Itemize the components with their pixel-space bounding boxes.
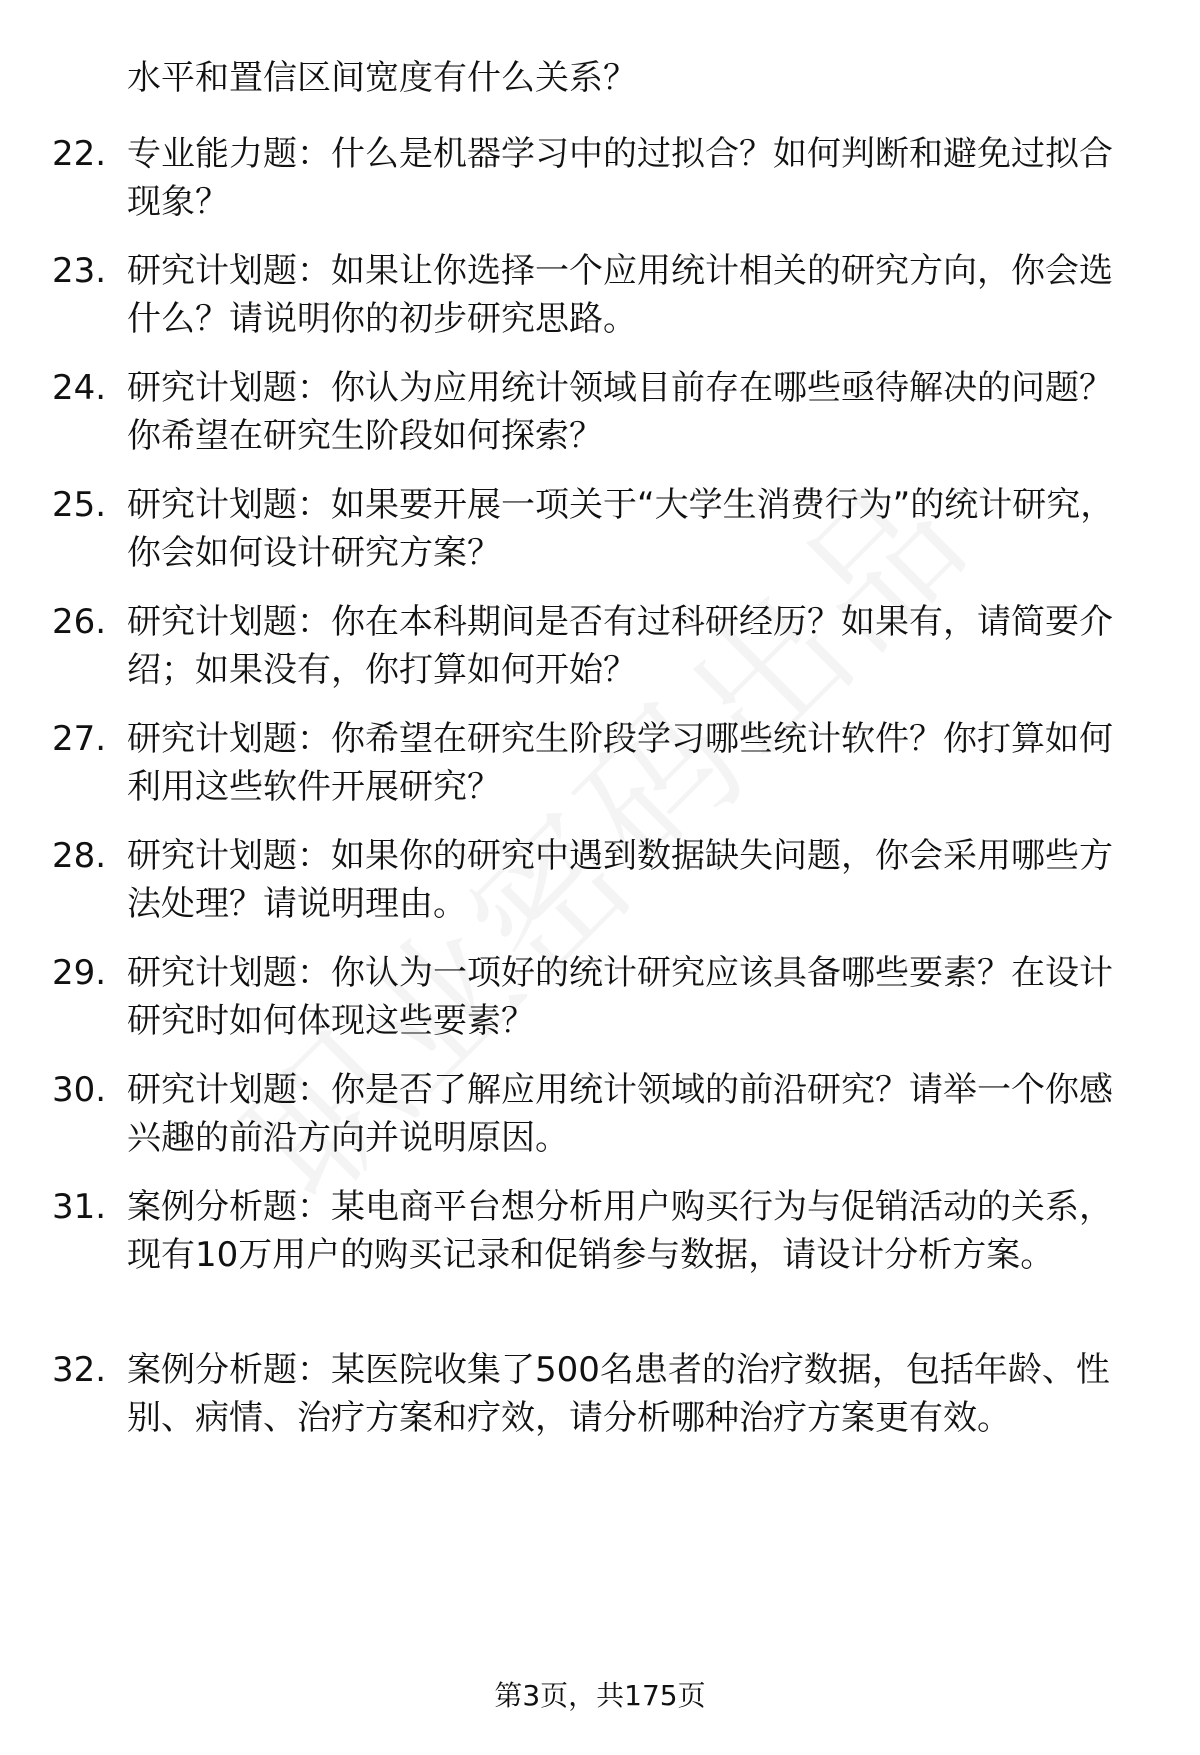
question-number: 26. [52, 602, 107, 642]
question-text: 研究计划题：你在本科期间是否有过科研经历？如果有，请简要介绍；如果没有，你打算如何开始？ [127, 602, 1113, 690]
question-item [52, 130, 1142, 226]
question-number: 28. [52, 836, 107, 876]
question-item [52, 247, 1142, 343]
question-item [52, 832, 1142, 928]
question-item [52, 1183, 1142, 1279]
question-item [52, 1346, 1142, 1442]
question-item [52, 364, 1142, 460]
question-item [52, 1066, 1142, 1162]
question-text: 研究计划题：你认为一项好的统计研究应该具备哪些要素？在设计研究时如何体现这些要素？ [127, 953, 1113, 1041]
question-item [52, 481, 1142, 577]
question-number: 30. [52, 1070, 107, 1110]
question-number: 22. [52, 134, 107, 174]
question-text: 研究计划题：如果要开展一项关于“大学生消费行为”的统计研究，你会如何设计研究方案？ [127, 485, 1115, 573]
continuation-text: 水平和置信区间宽度有什么关系？ [127, 58, 637, 98]
question-number: 32. [52, 1350, 107, 1390]
question-number: 25. [52, 485, 107, 525]
question-text: 研究计划题：你认为应用统计领域目前存在哪些亟待解决的问题？你希望在研究生阶段如何探索？ [127, 368, 1113, 456]
question-number: 27. [52, 719, 107, 759]
question-number: 23. [52, 251, 107, 291]
question-number: 24. [52, 368, 107, 408]
question-text: 研究计划题：你是否了解应用统计领域的前沿研究？请举一个你感兴趣的前沿方向并说明原因。 [127, 1070, 1113, 1158]
question-item [52, 715, 1142, 811]
question-item [52, 598, 1142, 694]
question-text: 案例分析题：某医院收集了500名患者的治疗数据，包括年龄、性别、病情、治疗方案和疗效，请分析哪种治疗方案更有效。 [127, 1350, 1110, 1438]
question-text: 专业能力题：什么是机器学习中的过拟合？如何判断和避免过拟合现象？ [127, 134, 1113, 222]
question-text: 案例分析题：某电商平台想分析用户购买行为与促销活动的关系，现有10万用户的购买记录和促销参与数据，请设计分析方案。 [127, 1187, 1113, 1275]
question-number: 31. [52, 1187, 107, 1227]
question-text: 研究计划题：如果让你选择一个应用统计相关的研究方向，你会选什么？请说明你的初步研究思路。 [127, 251, 1113, 339]
question-text: 研究计划题：如果你的研究中遇到数据缺失问题，你会采用哪些方法处理？请说明理由。 [127, 836, 1113, 924]
question-item [52, 949, 1142, 1045]
page-footer: 第3页，共175页 [494, 1679, 706, 1712]
question-text: 研究计划题：你希望在研究生阶段学习哪些统计软件？你打算如何利用这些软件开展研究？ [127, 719, 1113, 807]
question-number: 29. [52, 953, 107, 993]
